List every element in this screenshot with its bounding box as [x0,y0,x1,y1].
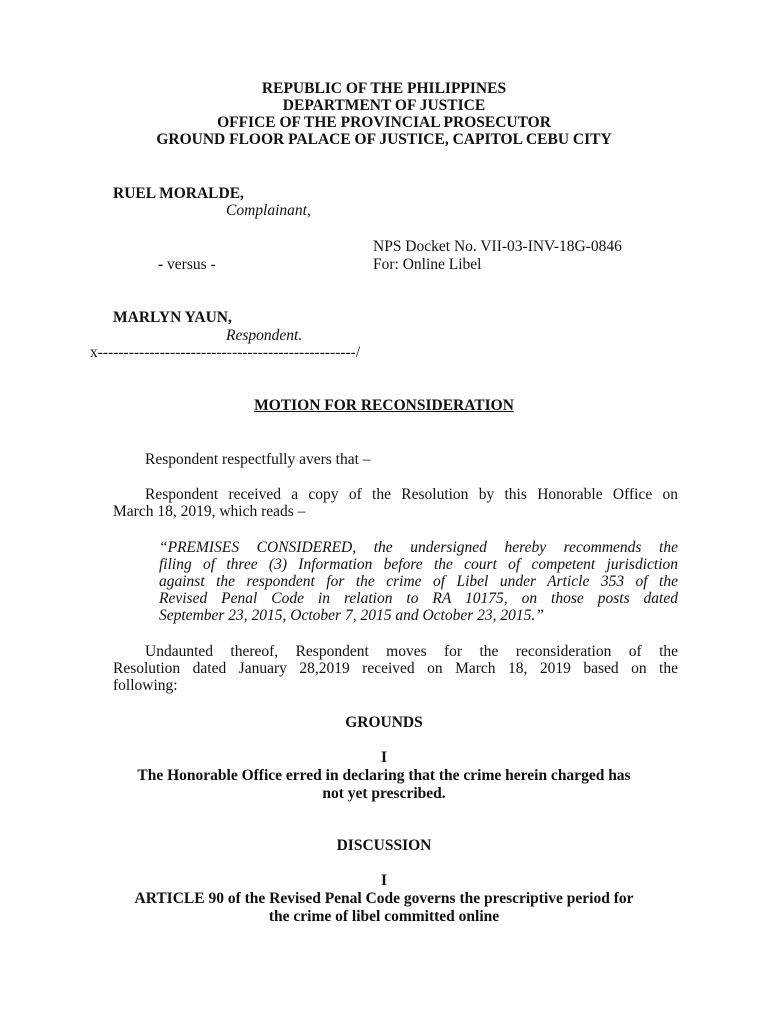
paragraph-received-line1: Respondent received a copy of the Resolution by this Honorable Office on [145,486,678,503]
paragraph-undaunted-line1: Undaunted thereof, Respondent moves for the reconsideration of the [145,643,678,660]
header-line-office: OFFICE OF THE PROVINCIAL PROSECUTOR [217,114,551,131]
quote-line-3: against the respondent for the crime of Libel under Article 353 of the [159,573,678,590]
case-type: For: Online Libel [373,256,482,273]
quote-line-4: Revised Penal Code in relation to RA 10175, on those posts dated [159,590,678,607]
paragraph-undaunted-line2: Resolution dated January 28,2019 received on March 18, 2019 based on the [113,660,678,677]
discussion-line-1: ARTICLE 90 of the Revised Penal Code governs the prescriptive period for [134,890,634,907]
discussion-line-2: the crime of libel committed online [268,908,500,925]
grounds-numeral: I [380,749,388,766]
resolution-quote [159,539,678,624]
discussion-heading: DISCUSSION [336,837,432,854]
paragraph-received [113,486,678,520]
header-line-department: DEPARTMENT OF JUSTICE [282,97,486,114]
paragraph-received-line2: March 18, 2019, which reads – [113,503,306,520]
quote-line-2: filing of three (3) Information before the court of competent jurisdiction [159,556,678,573]
paragraph-undaunted-line3: following: [113,677,178,694]
respondent-name: MARLYN YAUN, [113,309,232,326]
complainant-name: RUEL MORALDE, [113,185,244,202]
quote-line-5: September 23, 2015, October 7, 2015 and October 23, 2015.” [159,607,544,624]
header-line-republic: REPUBLIC OF THE PHILIPPINES [261,80,507,97]
grounds-line-1: The Honorable Office erred in declaring that the crime herein charged has [137,767,631,784]
header-line-address: GROUND FLOOR PALACE OF JUSTICE, CAPITOL CEBU CITY [156,131,612,148]
grounds-line-2: not yet prescribed. [322,785,446,802]
document-title: MOTION FOR RECONSIDERATION [254,397,514,414]
discussion-numeral: I [380,872,388,889]
quote-line-1: “PREMISES CONSIDERED, the undersigned hereby recommends the [159,539,678,556]
paragraph-undaunted [113,643,678,694]
complainant-role: Complainant, [226,202,311,219]
paragraph-avers: Respondent respectfully avers that – [145,451,371,468]
respondent-role: Respondent. [226,327,303,344]
versus-label: - versus - [158,256,216,273]
caption-separator: x--------------------------------------------------/ [90,344,361,361]
docket-number: NPS Docket No. VII-03-INV-18G-0846 [373,238,622,255]
grounds-heading: GROUNDS [345,714,423,731]
